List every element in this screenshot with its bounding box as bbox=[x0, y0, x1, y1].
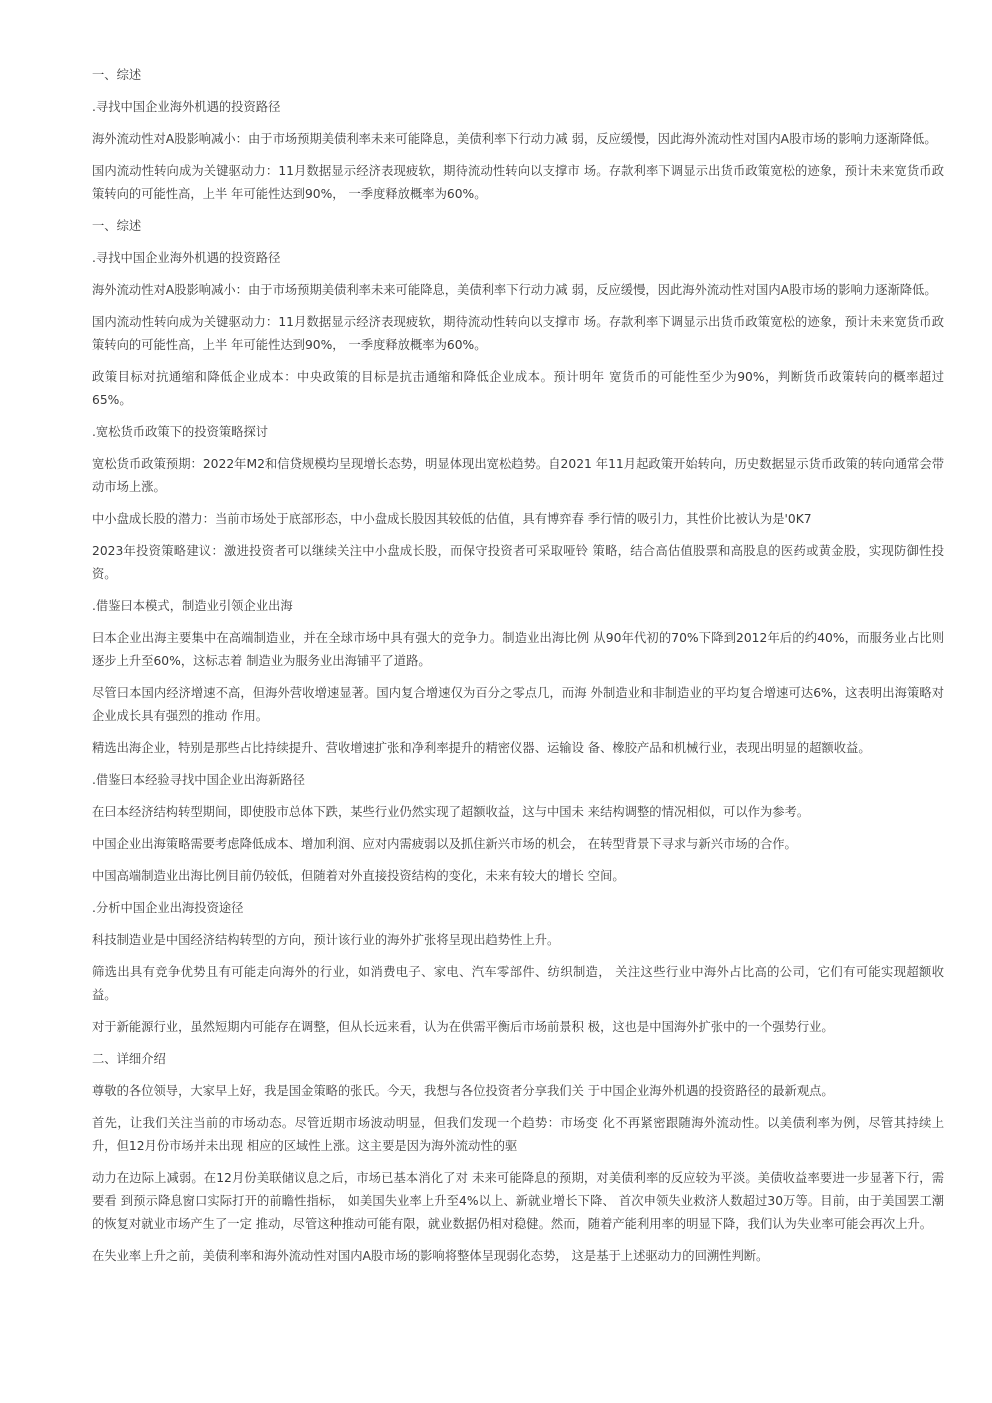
paragraph: 对于新能源行业，虽然短期内可能存在调整，但从长远来看，认为在供需平衡后市场前景积 极，这也是中国海外扩张中的一个强势行业。 bbox=[92, 1020, 834, 1034]
subsection-heading: .借鉴曰本经验寻找中国企业出海新路径 bbox=[92, 773, 305, 787]
paragraph: 海外流动性对A股影响减小：由于市场预期美债利率未来可能降息，美债利率下行动力减 弱，反应缓慢，因此海外流动性对国内A股市场的影响力逐渐降低。 bbox=[92, 132, 937, 146]
paragraph: 中国高端制造业出海比例目前仍较低，但随着对外直接投资结构的变化，未来有较大的增长 空间。 bbox=[92, 869, 625, 883]
document-body bbox=[92, 64, 944, 1277]
subsection-heading: .借鉴曰本模式，制造业引领企业出海 bbox=[92, 599, 293, 613]
paragraph: 在失业率上升之前，美债利率和海外流动性对国内A股市场的影响将整体呈现弱化态势， 这是基于上述驱动力的回溯性判断。 bbox=[92, 1249, 769, 1263]
paragraph: 2023年投资策略建议：激进投资者可以继续关注中小盘成长股，而保守投资者可采取哑铃 策略，结合高估值股票和高股息的医药或黄金股，实现防御性投资。 bbox=[92, 544, 944, 581]
paragraph: 宽松货币政策预期：2022年M2和信贷规模均呈现增长态势，明显体现出宽松趋势。自2021 年11月起政策开始转向，历史数据显示货币政策的转向通常会带动市场上涨。 bbox=[92, 457, 944, 494]
paragraph: 筛选出具有竞争优势且有可能走向海外的行业，如消费电子、家电、汽车零部件、纺织制造， 关注这些行业中海外占比高的公司，它们有可能实现超额收益。 bbox=[92, 965, 944, 1002]
paragraph: 尊敬的各位领导，大家早上好，我是国金策略的张氏。今天，我想与各位投资者分享我们关 于中国企业海外机遇的投资路径的最新观点。 bbox=[92, 1084, 834, 1098]
section-heading: 一、综述 bbox=[92, 219, 142, 233]
paragraph: 动力在边际上减弱。在12月份美联储议息之后，市场已基本消化了对 未来可能降息的预期，对美债利率的反应较为平淡。美债收益率要进一步显著下行，需要看 到预示降息窗口实际打开的前瞻性指标， 如美国失业率上升至4%以上、新就业增长下降、 首次申领失业救济人数超过30万等。目前，由于美国罢工潮的恢复对就业市场产生了一定 推动，尽管这种推动可能有限，就业数据仍相对稳健。然而，随着产能利用率的明显下降，我们认为失业率可能会再次上升。 bbox=[92, 1171, 944, 1231]
subsection-heading: .宽松货币政策下的投资策略探讨 bbox=[92, 425, 269, 439]
paragraph: 科技制造业是中国经济结构转型的方向，预计该行业的海外扩张将呈现出趋势性上升。 bbox=[92, 933, 560, 947]
paragraph: 精选出海企业，特别是那些占比持续提升、营收增速扩张和净利率提升的精密仪器、运输设 备、橡胶产品和机械行业，表现出明显的超额收益。 bbox=[92, 741, 871, 755]
paragraph: 中小盘成长股的潜力：当前市场处于底部形态，中小盘成长股因其较低的估值，具有博弈春 季行情的吸引力，其性价比被认为是'0K7 bbox=[92, 512, 812, 526]
paragraph: 尽管曰本国内经济增速不高，但海外营收增速显著。国内复合增速仅为百分之零点几，而海 外制造业和非制造业的平均复合增速可达6%，这表明出海策略对企业成长具有强烈的推动 作用。 bbox=[92, 686, 944, 723]
subsection-heading: .寻找中国企业海外机遇的投资路径 bbox=[92, 100, 281, 114]
paragraph: 中国企业出海策略需要考虑降低成本、增加利润、应对内需疲弱以及抓住新兴市场的机会， 在转型背景下寻求与新兴市场的合作。 bbox=[92, 837, 797, 851]
paragraph: 国内流动性转向成为关键驱动力：11月数据显示经济表现疲软，期待流动性转向以支撑市 场。存款利率下调显示出货币政策宽松的迹象，预计未来宽货币政策转向的可能性高，上半 年可能性达到90%， 一季度释放概率为60%。 bbox=[92, 164, 944, 201]
paragraph: 政策目标对抗通缩和降低企业成本：中央政策的目标是抗击通缩和降低企业成本。预计明年 宽货币的可能性至少为90%，判断货币政策转向的概率超过65%。 bbox=[92, 370, 944, 407]
paragraph: 首先，让我们关注当前的市场动态。尽管近期市场波动明显，但我们发现一个趋势：市场变 化不再紧密跟随海外流动性。以美债利率为例，尽管其持续上升，但12月份市场并未出现 相应的区域性上涨。这主要是因为海外流动性的驱 bbox=[92, 1116, 944, 1153]
paragraph: 海外流动性对A股影响减小：由于市场预期美债利率未来可能降息，美债利率下行动力减 弱，反应缓慢，因此海外流动性对国内A股市场的影响力逐渐降低。 bbox=[92, 283, 937, 297]
section-heading: 二、详细介绍 bbox=[92, 1052, 166, 1066]
subsection-heading: .寻找中国企业海外机遇的投资路径 bbox=[92, 251, 281, 265]
section-heading: 一、综述 bbox=[92, 68, 142, 82]
paragraph: 国内流动性转向成为关键驱动力：11月数据显示经济表现疲软，期待流动性转向以支撑市 场。存款利率下调显示出货币政策宽松的迹象，预计未来宽货币政策转向的可能性高，上半 年可能性达到90%， 一季度释放概率为60%。 bbox=[92, 315, 944, 352]
paragraph: 在曰本经济结构转型期间，即使股市总体下跌，某些行业仍然实现了超额收益，这与中国未 来结构调整的情况相似，可以作为参考。 bbox=[92, 805, 810, 819]
paragraph: 曰本企业出海主要集中在高端制造业，并在全球市场中具有强大的竞争力。制造业出海比例 从90年代初的70%下降到2012年后的约40%，而服务业占比则逐步上升至60%，这标志着 制造业为服务业出海铺平了道路。 bbox=[92, 631, 944, 668]
subsection-heading: .分析中国企业出海投资途径 bbox=[92, 901, 244, 915]
